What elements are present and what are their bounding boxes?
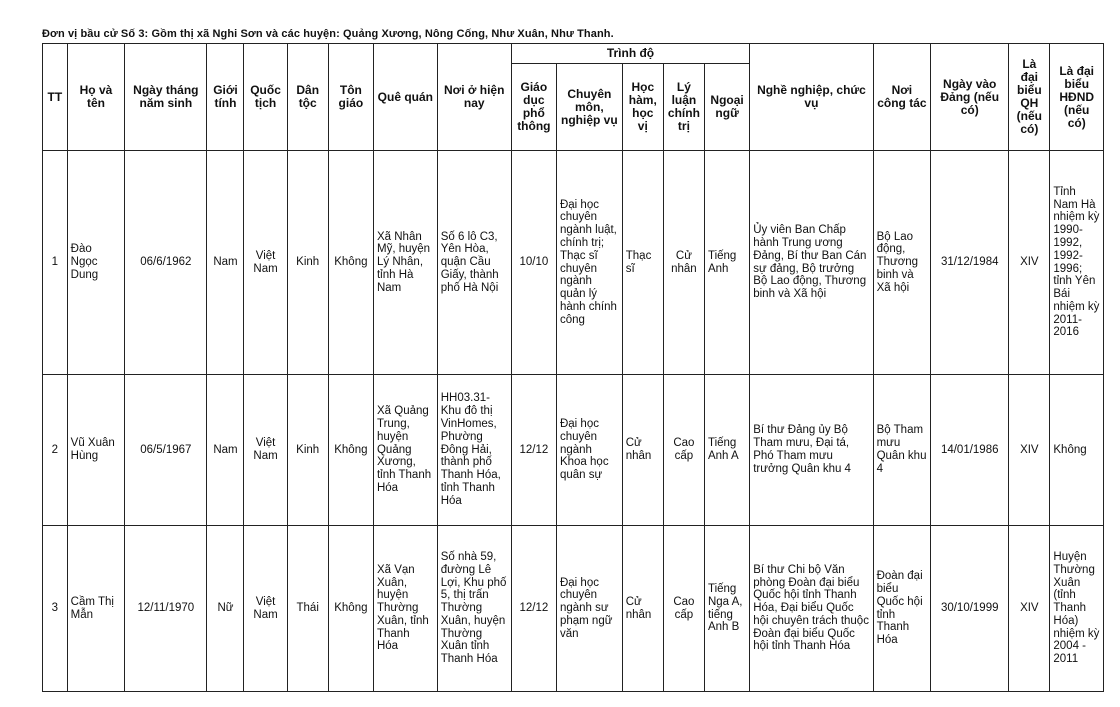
header-trinh-do: Trình độ (511, 44, 750, 64)
cell-tt: 2 (43, 375, 68, 526)
cell-ton-giao: Không (328, 151, 373, 375)
cell-tt: 3 (43, 526, 68, 692)
header-noi-cong-tac: Nơi công tác (873, 44, 931, 151)
cell-chuyen-mon: Đại học chuyên ngành Khoa học quân sự (556, 375, 622, 526)
header-ton-giao: Tôn giáo (328, 44, 373, 151)
cell-ton-giao: Không (328, 526, 373, 692)
header-dai-bieu-hdnd: Là đại biểu HĐND (nếu có) (1050, 44, 1104, 151)
candidate-table (42, 43, 1104, 692)
header-hoc-ham: Học hàm, học vị (622, 64, 663, 151)
cell-ly-luan: Cao cấp (663, 375, 704, 526)
cell-tt: 1 (43, 151, 68, 375)
header-ly-luan: Lý luận chính trị (663, 64, 704, 151)
cell-ly-luan: Cao cấp (663, 526, 704, 692)
cell-chuyen-mon: Đại học chuyên ngành luật, chính trị; Thạc sĩ chuyên ngành quản lý hành chính công (556, 151, 622, 375)
cell-quoc-tich: Việt Nam (244, 375, 287, 526)
table-row (43, 151, 1104, 375)
cell-dai-bieu-hdnd: Không (1050, 375, 1104, 526)
document-title: Đơn vị bầu cử Số 3: Gồm thị xã Nghi Sơn và các huyện: Quảng Xương, Nông Cống, Như Xuân, Như Thanh. (42, 28, 614, 40)
header-nghe-nghiep: Nghề nghiệp, chức vụ (750, 44, 873, 151)
table-header (43, 44, 1104, 151)
cell-gioi-tinh: Nữ (207, 526, 244, 692)
cell-ngay-sinh: 06/5/1967 (125, 375, 207, 526)
cell-dai-bieu-hdnd: Tỉnh Nam Hà nhiệm kỳ 1990-1992, 1992-1996; tỉnh Yên Bái nhiệm kỳ 2011-2016 (1050, 151, 1104, 375)
header-gioi-tinh: Giới tính (207, 44, 244, 151)
cell-dan-toc: Thái (287, 526, 328, 692)
cell-noi-o: Số 6 lô C3, Yên Hòa, quận Cầu Giấy, thành phố Hà Nội (437, 151, 511, 375)
cell-dai-bieu-qh: XIV (1009, 151, 1050, 375)
header-giao-duc: Giáo dục phổ thông (511, 64, 556, 151)
cell-que-quan: Xã Vạn Xuân, huyện Thường Xuân, tỉnh Thanh Hóa (373, 526, 437, 692)
cell-ho-ten: Vũ Xuân Hùng (67, 375, 125, 526)
cell-ho-ten: Cầm Thị Mẫn (67, 526, 125, 692)
cell-giao-duc: 12/12 (511, 375, 556, 526)
header-noi-o: Nơi ở hiện nay (437, 44, 511, 151)
cell-dai-bieu-qh: XIV (1009, 526, 1050, 692)
cell-hoc-ham: Cử nhân (622, 526, 663, 692)
cell-dan-toc: Kinh (287, 375, 328, 526)
cell-quoc-tich: Việt Nam (244, 526, 287, 692)
cell-ton-giao: Không (328, 375, 373, 526)
cell-hoc-ham: Thạc sĩ (622, 151, 663, 375)
cell-ly-luan: Cử nhân (663, 151, 704, 375)
cell-dai-bieu-qh: XIV (1009, 375, 1050, 526)
cell-noi-cong-tac: Bộ Lao động, Thương binh và Xã hội (873, 151, 931, 375)
header-dai-bieu-qh: Là đại biểu QH (nếu có) (1009, 44, 1050, 151)
cell-dan-toc: Kinh (287, 151, 328, 375)
cell-noi-o: HH03.31-Khu đô thị VinHomes, Phường Đông Hải, thành phố Thanh Hóa, tỉnh Thanh Hóa (437, 375, 511, 526)
cell-chuyen-mon: Đại học chuyên ngành sư phạm ngữ văn (556, 526, 622, 692)
header-tt: TT (43, 44, 68, 151)
table-body (43, 151, 1104, 692)
header-ngay-sinh: Ngày tháng năm sinh (125, 44, 207, 151)
cell-que-quan: Xã Nhân Mỹ, huyện Lý Nhân, tỉnh Hà Nam (373, 151, 437, 375)
header-chuyen-mon: Chuyên môn, nghiệp vụ (556, 64, 622, 151)
cell-noi-cong-tac: Đoàn đại biểu Quốc hội tỉnh Thanh Hóa (873, 526, 931, 692)
cell-que-quan: Xã Quảng Trung, huyện Quảng Xương, tỉnh Thanh Hóa (373, 375, 437, 526)
cell-noi-cong-tac: Bộ Tham mưu Quân khu 4 (873, 375, 931, 526)
cell-ngoai-ngu: Tiếng Anh A (704, 375, 749, 526)
header-dan-toc: Dân tộc (287, 44, 328, 151)
cell-ho-ten: Đào Ngọc Dung (67, 151, 125, 375)
header-quoc-tich: Quốc tịch (244, 44, 287, 151)
header-que-quan: Quê quán (373, 44, 437, 151)
cell-giao-duc: 12/12 (511, 526, 556, 692)
cell-ngay-vao-dang: 31/12/1984 (931, 151, 1009, 375)
cell-ngoai-ngu: Tiếng Nga A, tiếng Anh B (704, 526, 749, 692)
document (42, 27, 1104, 692)
header-ho-ten: Họ và tên (67, 44, 125, 151)
header-ngay-vao-dang: Ngày vào Đảng (nếu có) (931, 44, 1009, 151)
cell-quoc-tich: Việt Nam (244, 151, 287, 375)
cell-noi-o: Số nhà 59, đường Lê Lợi, Khu phố 5, thị trấn Thường Xuân, huyện Thường Xuân tỉnh Thanh Hóa (437, 526, 511, 692)
table-row (43, 375, 1104, 526)
cell-gioi-tinh: Nam (207, 151, 244, 375)
cell-giao-duc: 10/10 (511, 151, 556, 375)
cell-ngoai-ngu: Tiếng Anh (704, 151, 749, 375)
table-row (43, 526, 1104, 692)
cell-nghe-nghiep: Bí thư Chi bộ Văn phòng Đoàn đại biểu Quốc hội tỉnh Thanh Hóa, Đại biểu Quốc hội chuyên trách thuộc Đoàn đại biểu Quốc hội tỉnh Thanh Hóa (750, 526, 873, 692)
cell-dai-bieu-hdnd: Huyện Thường Xuân (tỉnh Thanh Hóa) nhiệm kỳ 2004 - 2011 (1050, 526, 1104, 692)
cell-ngay-vao-dang: 14/01/1986 (931, 375, 1009, 526)
cell-hoc-ham: Cử nhân (622, 375, 663, 526)
cell-ngay-sinh: 06/6/1962 (125, 151, 207, 375)
cell-ngay-sinh: 12/11/1970 (125, 526, 207, 692)
cell-nghe-nghiep: Bí thư Đảng ủy Bộ Tham mưu, Đại tá, Phó Tham mưu trưởng Quân khu 4 (750, 375, 873, 526)
cell-ngay-vao-dang: 30/10/1999 (931, 526, 1009, 692)
header-ngoai-ngu: Ngoại ngữ (704, 64, 749, 151)
cell-nghe-nghiep: Ủy viên Ban Chấp hành Trung ương Đảng, Bí thư Ban Cán sự đảng, Bộ trưởng Bộ Lao động, Thương binh và Xã hội (750, 151, 873, 375)
cell-gioi-tinh: Nam (207, 375, 244, 526)
